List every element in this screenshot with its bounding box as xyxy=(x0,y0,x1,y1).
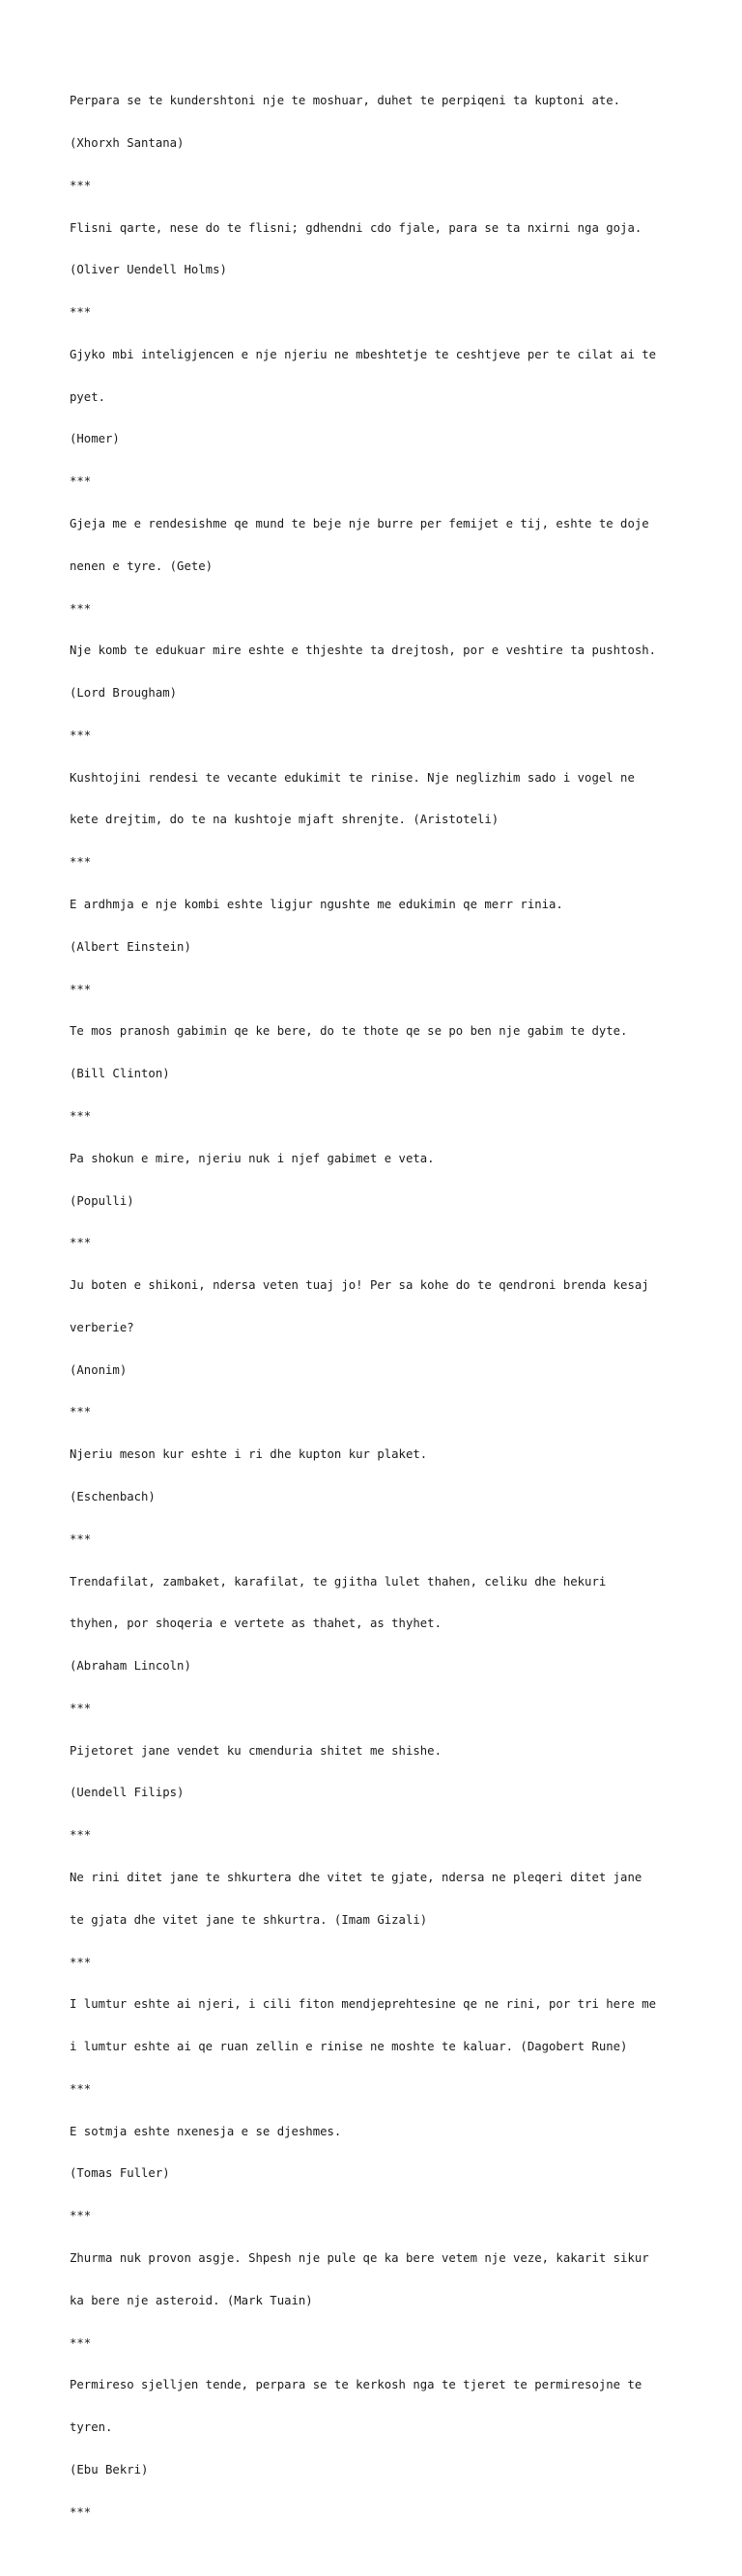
text-line: (Populli) xyxy=(70,1193,134,1208)
text-line: ka bere nje asteroid. (Mark Tuain) xyxy=(70,2293,313,2307)
text-line: Ne rini ditet jane te shkurtera dhe vitet te gjate, ndersa ne pleqeri ditet jane xyxy=(70,1871,642,1884)
text-line: *** xyxy=(70,1531,92,1546)
text-line: *** xyxy=(70,474,92,489)
text-line: i lumtur eshte ai qe ruan zellin e rinise ne moshte te kaluar. (Dagobert Rune) xyxy=(70,2040,628,2054)
text-line: (Lord Brougham) xyxy=(70,686,178,701)
text-line: kete drejtim, do te na kushtoje mjaft shrenjte. (Aristoteli) xyxy=(70,813,499,827)
text-line: (Tomas Fuller) xyxy=(70,2166,170,2181)
text-line: E ardhmja e nje kombi eshte ligjur ngushte me edukimin qe merr rinia. xyxy=(70,898,563,912)
text-line: *** xyxy=(70,2081,92,2096)
text-line: *** xyxy=(70,1955,92,1969)
text-line: *** xyxy=(70,305,92,320)
text-line: *** xyxy=(70,855,92,870)
text-line: Njeriu meson kur eshte i ri dhe kupton kur plaket. xyxy=(70,1447,428,1462)
document-page xyxy=(70,66,688,2576)
text-line: pyet. xyxy=(70,389,106,404)
text-line: *** xyxy=(70,982,92,996)
text-line: (Abraham Lincoln) xyxy=(70,1659,191,1674)
text-line: Pa shokun e mire, njeriu nuk i njef gabimet e veta. xyxy=(70,1151,435,1165)
text-line: (Oliver Uendell Holms) xyxy=(70,263,227,277)
text-line: Nje komb te edukuar mire eshte e thjeshte ta drejtosh, por e veshtire ta pushtosh. xyxy=(70,644,657,658)
text-line: Kushtojini rendesi te vecante edukimit te rinise. Nje neglizhim sado i vogel ne xyxy=(70,770,635,785)
text-line: (Uendell Filips) xyxy=(70,1786,185,1800)
text-line: *** xyxy=(70,2335,92,2350)
text-line: E sotmja eshte nxenesja e se djeshmes. xyxy=(70,2124,342,2138)
text-line: (Eschenbach) xyxy=(70,1489,156,1503)
text-line: *** xyxy=(70,1108,92,1123)
text-line: Te mos pranosh gabimin qe ke bere, do te thote qe se po ben nje gabim te dyte. xyxy=(70,1024,628,1039)
text-line: (Anonim) xyxy=(70,1362,128,1377)
text-line: (Ebu Bekri) xyxy=(70,2462,149,2476)
text-line: verberie? xyxy=(70,1320,134,1334)
text-line: Gjeja me e rendesishme qe mund te beje nje burre per femijet e tij, eshte te doje xyxy=(70,517,649,530)
text-line: Flisni qarte, nese do te flisni; gdhendni cdo fjale, para se ta nxirni nga goja. xyxy=(70,220,642,235)
text-line: Ju boten e shikoni, ndersa veten tuaj jo! Per sa kohe do te qendroni brenda kesaj xyxy=(70,1278,649,1293)
text-line: *** xyxy=(70,1236,92,1250)
text-line xyxy=(70,2548,688,2562)
text-line: *** xyxy=(70,1405,92,1419)
text-line: Gjyko mbi inteligjencen e nje njeriu ne mbeshtetje te ceshtjeve per te cilat ai te xyxy=(70,347,657,361)
text-line: *** xyxy=(70,2209,92,2223)
text-line: tyren. xyxy=(70,2420,113,2435)
text-line: Permireso sjelljen tende, perpara se te kerkosh nga te tjeret te permiresojne te xyxy=(70,2378,642,2392)
text-line: *** xyxy=(70,2504,92,2519)
text-line: nenen e tyre. (Gete) xyxy=(70,558,214,573)
text-line: *** xyxy=(70,1828,92,1843)
text-line: (Xhorxh Santana) xyxy=(70,135,185,150)
text-line: te gjata dhe vitet jane te shkurtra. (Imam Gizali) xyxy=(70,1912,428,1927)
text-line: Zhurma nuk provon asgje. Shpesh nje pule qe ka bere vetem nje veze, kakarit sikur xyxy=(70,2251,649,2266)
text-line: (Homer) xyxy=(70,432,120,446)
text-line: *** xyxy=(70,601,92,615)
text-line: *** xyxy=(70,1701,92,1715)
text-line: thyhen, por shoqeria e vertete as thahet, as thyhet. xyxy=(70,1617,442,1631)
text-line: *** xyxy=(70,178,92,192)
text-line: Perpara se te kundershtoni nje te moshuar, duhet te perpiqeni ta kuptoni ate. xyxy=(70,94,621,108)
text-line: (Bill Clinton) xyxy=(70,1067,170,1081)
text-line: (Albert Einstein) xyxy=(70,939,191,954)
text-line: I lumtur eshte ai njeri, i cili fiton mendjeprehtesine qe ne rini, por tri here me xyxy=(70,1997,657,2012)
text-line: *** xyxy=(70,728,92,742)
text-line: Pijetoret jane vendet ku cmenduria shitet me shishe. xyxy=(70,1743,442,1758)
text-line: Trendafilat, zambaket, karafilat, te gjitha lulet thahen, celiku dhe hekuri xyxy=(70,1574,607,1589)
